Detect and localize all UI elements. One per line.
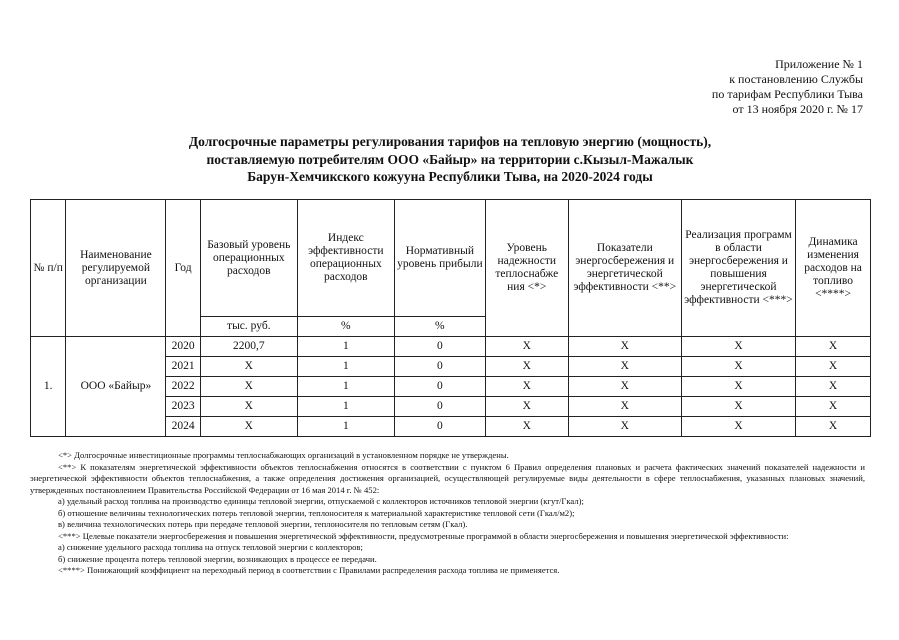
footnote-2a: а) удельный расход топлива на производство единицы тепловой энергии, отпускаемой с коллекторов источников тепловой энергии (кгут/Гкал); <box>58 496 584 506</box>
cell-base: X <box>200 417 297 437</box>
footnote-3b: б) снижение процента потерь тепловой энергии, возникающих в процессе ее передачи. <box>58 553 377 564</box>
header-year: Год <box>166 200 200 337</box>
cell-profit: 0 <box>394 377 485 397</box>
header-base-level: Базовый уровень операционных расходов <box>200 200 297 317</box>
cell-energy: X <box>568 337 681 357</box>
cell-energy: X <box>568 357 681 377</box>
appendix-line-3: по тарифам Республики Тыва <box>711 87 863 101</box>
cell-energy: X <box>568 397 681 417</box>
cell-programs: X <box>681 397 795 417</box>
cell-programs: X <box>681 337 795 357</box>
footnote-3a: а) снижение удельного расхода топлива на отпуск тепловой энергии с коллекторов; <box>58 542 363 552</box>
cell-programs: X <box>681 417 795 437</box>
footnote-2c: в) величина технологических потерь при передаче тепловой энергии, теплоносителя по тепловым сетям (Гкал). <box>58 519 468 529</box>
unit-base: тыс. руб. <box>200 317 297 337</box>
row-number: 1. <box>31 337 66 437</box>
cell-reliability: X <box>485 357 568 377</box>
cell-fuel: X <box>796 377 871 397</box>
appendix-line-2: к постановлению Службы <box>729 72 863 86</box>
cell-index: 1 <box>297 417 394 437</box>
cell-profit: 0 <box>394 397 485 417</box>
title-line-1: Долгосрочные параметры регулирования тарифов на тепловую энергию (мощность), <box>188 134 712 149</box>
unit-index: % <box>297 317 394 337</box>
cell-energy: X <box>568 377 681 397</box>
title-line-2: поставляемую потребителям ООО «Байыр» на территории с.Кызыл-Мажалык <box>206 151 694 167</box>
header-programs: Реализация программ в области энергосбережения и повышения энергетической эффективности <***> <box>681 200 795 337</box>
cell-year: 2021 <box>166 357 200 377</box>
cell-energy: X <box>568 417 681 437</box>
cell-index: 1 <box>297 397 394 417</box>
cell-reliability: X <box>485 417 568 437</box>
header-reliability: Уровень надежности теплоснабже ния <*> <box>485 200 568 337</box>
cell-base: X <box>200 397 297 417</box>
cell-index: 1 <box>297 337 394 357</box>
table-row <box>31 337 871 357</box>
cell-fuel: X <box>796 417 871 437</box>
appendix-line-1: Приложение № 1 <box>775 57 863 71</box>
header-efficiency-index: Индекс эффективности операционных расходов <box>297 200 394 317</box>
cell-reliability: X <box>485 377 568 397</box>
cell-base: X <box>200 357 297 377</box>
cell-fuel: X <box>796 397 871 417</box>
cell-year: 2023 <box>166 397 200 417</box>
footnote-3: <***> Целевые показатели энергосбережения и повышения энергетической эффективности, предусмотренные программой в области энергосбережения и повышения энергетической эффективности: <box>58 530 789 541</box>
cell-programs: X <box>681 357 795 377</box>
document-title <box>100 133 800 186</box>
cell-fuel: X <box>796 337 871 357</box>
header-num: № п/п <box>31 200 66 337</box>
cell-base: X <box>200 377 297 397</box>
cell-index: 1 <box>297 357 394 377</box>
cell-base: 2200,7 <box>200 337 297 357</box>
footnote-1: <*> Долгосрочные инвестиционные программы теплоснабжающих организаций в установленном порядке не утверждены. <box>58 450 509 460</box>
cell-year: 2020 <box>166 337 200 357</box>
title-line-3: Барун-Хемчикского кожууна Республики Тыва, на 2020-2024 годы <box>247 169 653 184</box>
cell-profit: 0 <box>394 357 485 377</box>
cell-profit: 0 <box>394 337 485 357</box>
unit-profit: % <box>394 317 485 337</box>
footnote-2: <**> К показателям энергетической эффективности объектов теплоснабжения относятся в соответствии с пунктом 6 Правил определения плановых и расчета фактических значений показателей надежности и энергетической эффективности объектов теплоснабжения, а также определения достижения организацией, осуществляющей регулируемые виды деятельности в сфере теплоснабжения, указанных плановых значений, утвержденных постановлением Правительства Российской Федерации от 16 мая 2014 г. № 452: <box>30 461 865 495</box>
header-energy-efficiency: Показатели энергосбережения и энергетической эффективности <**> <box>568 200 681 337</box>
cell-reliability: X <box>485 397 568 417</box>
header-profit-level: Нормативный уровень прибыли <box>394 200 485 317</box>
cell-year: 2022 <box>166 377 200 397</box>
cell-year: 2024 <box>166 417 200 437</box>
footnote-4: <****> Понижающий коэффициент на переходный период в соответствии с Правилами распределения расхода топлива не применяется. <box>58 565 560 575</box>
appendix-block <box>643 57 863 117</box>
organization-name: ООО «Байыр» <box>66 337 166 437</box>
cell-profit: 0 <box>394 417 485 437</box>
cell-fuel: X <box>796 357 871 377</box>
header-organization: Наименование регулируемой организации <box>66 200 166 337</box>
footnote-2b: б) отношение величины технологических потерь тепловой энергии, теплоносителя к материальной характеристике тепловой сети (Гкал/м2); <box>58 507 575 518</box>
appendix-line-4: от 13 ноября 2020 г. № 17 <box>732 102 863 116</box>
footnotes <box>30 450 865 577</box>
cell-index: 1 <box>297 377 394 397</box>
parameters-table <box>30 199 871 437</box>
header-fuel-dynamics: Динамика изменения расходов на топливо <****> <box>796 200 871 337</box>
cell-programs: X <box>681 377 795 397</box>
cell-reliability: X <box>485 337 568 357</box>
